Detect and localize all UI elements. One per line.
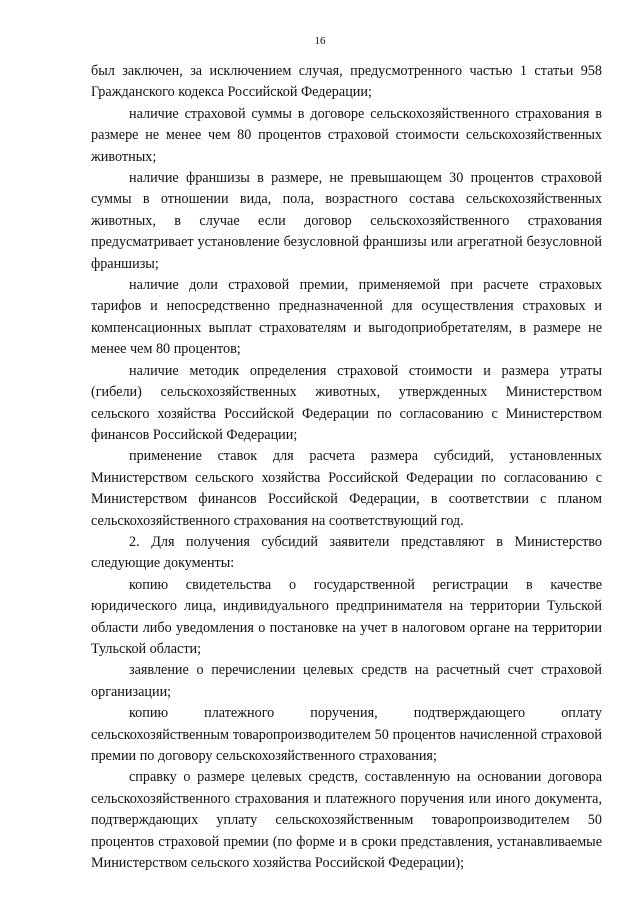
paragraph-subsidy-rates: применение ставок для расчета размера субсидий, установленных Министерством сельского хозяйства Российской Федерации по согласованию с Министерством финансов Российской Федерации, в соответствии с планом сельскохозяйственного страхования на соответствующий год. <box>91 448 602 529</box>
paragraph-premium-share: наличие доли страховой премии, применяемой при расчете страховых тарифов и непосредственно предназначенной для осуществления страховых и компенсационных выплат страхователям и выгодоприобретателям, в размере не менее чем 80 процентов; <box>91 277 602 358</box>
paragraph-continuation: был заключен, за исключением случая, предусмотренного частью 1 статьи 958 Гражданского кодекса Российской Федерации; <box>91 63 602 101</box>
paragraph-transfer-application: заявление о перечислении целевых средств на расчетный счет страховой организации; <box>91 662 602 700</box>
paragraph-target-funds-certificate: справку о размере целевых средств, составленную на основании договора сельскохозяйственного страхования и платежного поручения или иного документа, подтверждающих уплату сельскохозяйственным товаропроизводителем 50 процентов страховой премии (по форме и в сроки представления, устанавливаемые Министерством сельского хозяйства Российской Федерации); <box>91 769 602 872</box>
paragraph-methodology: наличие методик определения страховой стоимости и размера утраты (гибели) сельскохозяйственных животных, утвержденных Министерством сельского хозяйства Российской Федерации по согласованию с Министерством финансов Российской Федерации; <box>91 362 602 443</box>
paragraph-registration-certificate: копию свидетельства о государственной регистрации в качестве юридического лица, индивидуального предпринимателя на территории Тульской области либо уведомления о постановке на учет в налоговом органе на территории Тульской области; <box>91 576 602 657</box>
document-body <box>91 61 602 874</box>
paragraph-payment-order: копию платежного поручения, подтверждающего оплату сельскохозяйственным товаропроизводителем 50 процентов начисленной страховой премии по договору сельскохозяйственного страхования; <box>91 705 602 764</box>
paragraph-franchise: наличие франшизы в размере, не превышающем 30 процентов страховой суммы в отношении вида, пола, возрастного состава сельскохозяйственных животных, в случае если договор сельскохозяйственного страхования предусматривает установление безусловной франшизы или агрегатной безусловной франшизы; <box>91 170 602 272</box>
paragraph-insured-sum: наличие страховой суммы в договоре сельскохозяйственного страхования в размере не менее чем 80 процентов страховой стоимости сельскохозяйственных животных; <box>91 105 602 165</box>
page-number: 16 <box>314 35 326 47</box>
paragraph-section-2-heading: 2. Для получения субсидий заявители представляют в Министерство следующие документы: <box>91 533 602 572</box>
